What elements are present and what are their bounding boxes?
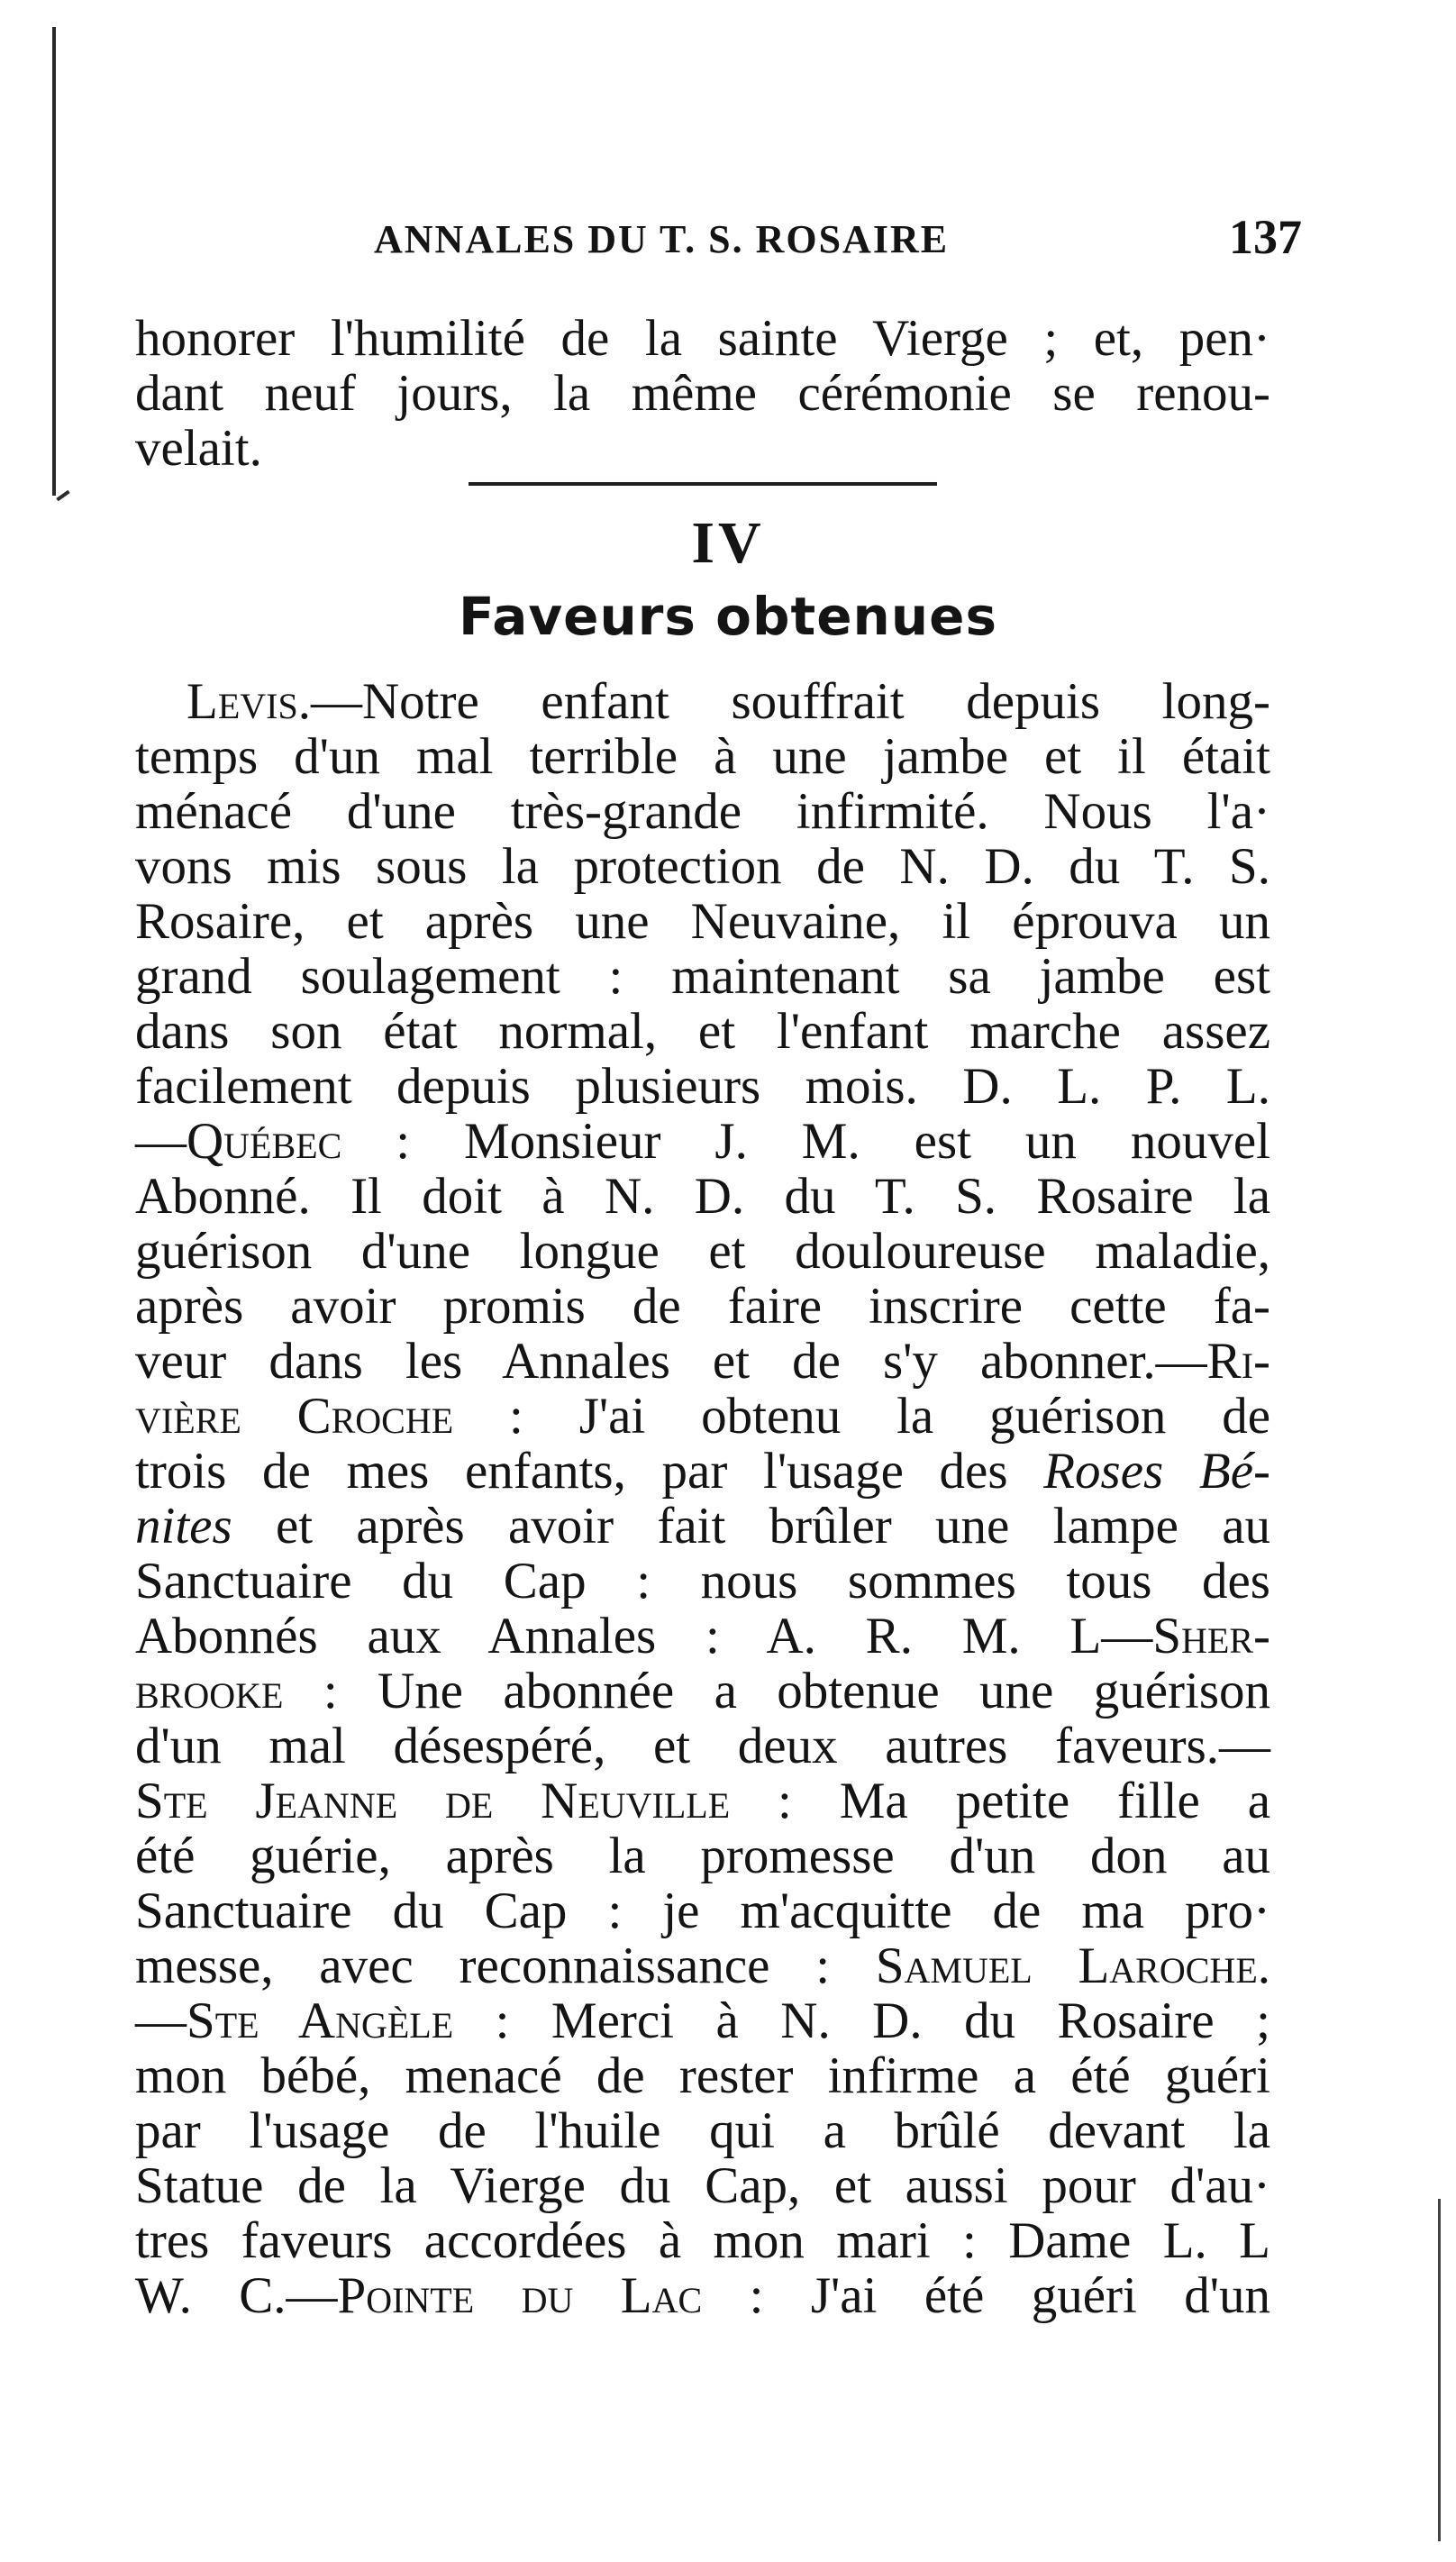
place-name: Levis [187,673,298,730]
scan-binding-mark [52,27,56,496]
text-line: Levis.—Notre enfant souffrait depuis long- [187,673,1270,730]
place-name: Ste Angèle [187,1992,454,2049]
text-line: Rosaire, et après une Neuvaine, il éprouva un [135,893,1270,950]
text-line: dant neuf jours, la même cérémonie se renou- [135,365,1270,422]
scan-edge-mark [1438,2199,1441,2541]
text-line: honorer l'humilité de la sainte Vierge ; et, pen· [135,310,1270,367]
text-line: brooke : Une abonnée a obtenue une guérison [135,1663,1270,1719]
text-line: tres faveurs accordées à mon mari : Dame L. L [135,2212,1270,2269]
text-line: guérison d'une longue et douloureuse maladie, [135,1223,1270,1280]
text-line: messe, avec reconnaissance : Samuel Laroche. [135,1937,1271,1994]
text-line: —Québec : Monsieur J. M. est un nouvel [135,1113,1270,1170]
place-name: Québec [187,1113,342,1170]
section-divider [469,482,937,486]
page-number: 137 [1229,210,1302,264]
text-line: par l'usage de l'huile qui a brûlé devant la [135,2102,1270,2159]
intro-paragraph [135,311,1270,476]
scan-binding-tick [56,490,69,501]
place-name: Pointe du Lac [337,2267,703,2324]
place-name: Ste Jeanne de Neuville [135,1773,731,1829]
place-name: Sher- [1152,1608,1270,1664]
italic-term: Roses Bé- [1043,1443,1270,1500]
section-number: IV [691,510,765,576]
text-line: été guérie, après la promesse d'un don au [135,1828,1270,1884]
text-line: —Ste Angèle : Merci à N. D. du Rosaire ; [135,1992,1270,2049]
running-title: ANNALES DU T. S. ROSAIRE [374,217,950,261]
signatory-name: Samuel Laroche [875,1937,1258,1994]
text-line: nites et après avoir fait brûler une lampe au [135,1498,1270,1555]
text-line: dans son état normal, et l'enfant marche assez [135,1003,1270,1060]
text-line: velait. [135,420,262,477]
text-line: mon bébé, menacé de rester infirme a été guéri [135,2047,1270,2104]
text-line: W. C.—Pointe du Lac : J'ai été guéri d'un [135,2267,1270,2324]
text-line: vière Croche : J'ai obtenu la guérison de [135,1388,1271,1445]
text-line: ménacé d'une très-grande infirmité. Nous l'a· [135,783,1270,840]
running-header [140,210,1302,279]
text-line: Sanctuaire du Cap : je m'acquitte de ma pro· [135,1883,1270,1939]
text-line: temps d'un mal terrible à une jambe et il était [135,728,1270,785]
text-line: vons mis sous la protection de N. D. du T. S. [135,838,1270,895]
text-line: veur dans les Annales et de s'y abonner.—Ri- [135,1333,1270,1390]
text-line: Statue de la Vierge du Cap, et aussi pour d'au· [135,2157,1270,2214]
place-name: brooke [135,1663,284,1719]
text-line: Abonnés aux Annales : A. R. M. L—Sher- [135,1608,1270,1664]
place-name: Ri- [1206,1333,1270,1390]
place-name: vière Croche [135,1388,454,1445]
text-line: Ste Jeanne de Neuville : Ma petite fille a [135,1773,1271,1829]
text-line: d'un mal désespéré, et deux autres faveurs.— [135,1718,1270,1774]
testimonies-paragraph [135,674,1270,2323]
text-line: après avoir promis de faire inscrire cette fa- [135,1278,1270,1335]
text-line: trois de mes enfants, par l'usage des Roses Bé- [135,1443,1270,1500]
text-line: Sanctuaire du Cap : nous sommes tous des [135,1553,1270,1609]
italic-term: nites [135,1498,232,1555]
text-line: Abonné. Il doit à N. D. du T. S. Rosaire la [135,1168,1270,1225]
text-line: facilement depuis plusieurs mois. D. L. P. L. [135,1058,1270,1115]
section-title: Faveurs obtenues [459,586,997,647]
text-line: grand soulagement : maintenant sa jambe est [135,948,1270,1005]
